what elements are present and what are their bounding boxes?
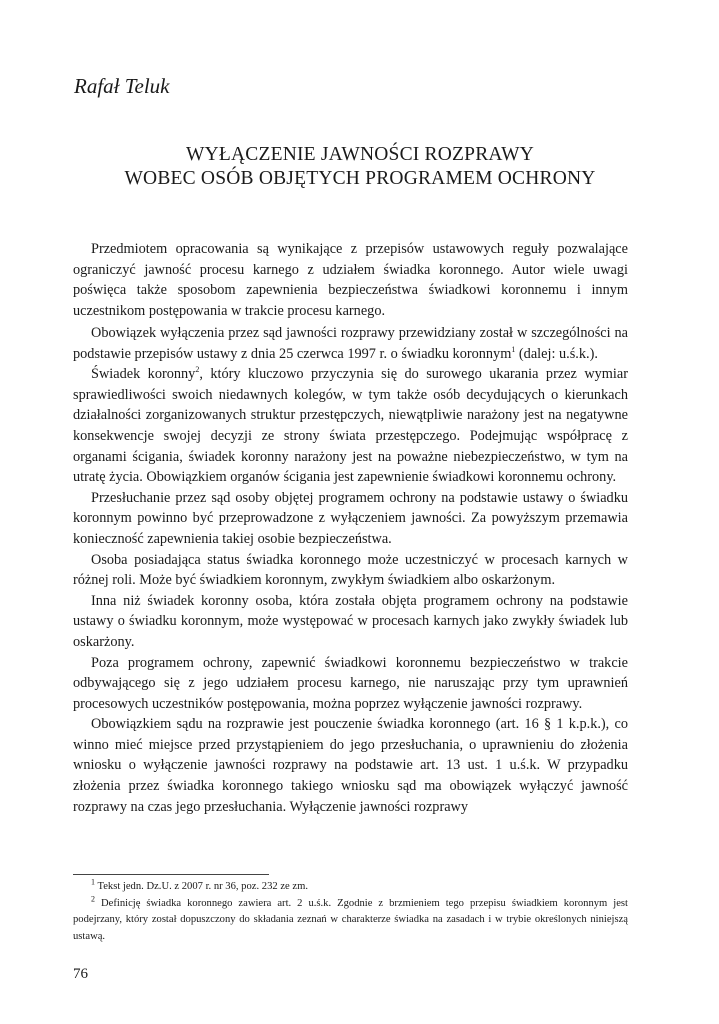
body-paragraph-5: Inna niż świadek koronny osoba, która została objęta programem ochrony na podstawie ustawy o świadku koronnym, może występować w procesach karnych jako zwykły świadek lub oskarżony. [73, 592, 628, 650]
paragraph-text: Świadek koronny [91, 366, 196, 383]
page-number: 76 [73, 966, 88, 982]
abstract-paragraph: Przedmiotem opracowania są wynikające z przepisów ustawowych reguły pozwalające ograniczyć jawność procesu karnego z udziałem świadka koronnego. Autor wiele uwagi poświęca także sposobom zapewnienia bezpieczeństwa świadkowi koronnemu i innym uczestnikom postępowania w trakcie procesu karnego. [73, 241, 628, 319]
body-text [73, 323, 628, 817]
body-paragraph-1 [73, 323, 628, 364]
body-paragraph-3: Przesłuchanie przez sąd osoby objętej programem ochrony na podstawie ustawy o świadku koronnym powinno być przeprowadzone z wyłączeniem jawności. Za powyższym przemawia konieczność zapewnienia takiej osobie bezpieczeństwa. [73, 489, 628, 547]
title-line-1: WYŁĄCZENIE JAWNOŚCI ROZPRAWY [185, 144, 535, 165]
author-name: Rafał Teluk [74, 74, 170, 98]
paragraph-text: (dalej: u.ś.k.). [515, 345, 598, 362]
paragraph-text: Obowiązek wyłączenia przez sąd jawności rozprawy przewidziany został w szczególności na podstawie przepisów ustawy z dnia 25 czerwca 1997 r. o świadku koronnym [73, 325, 628, 362]
footnote-ref-2: 2 [195, 365, 200, 375]
footnote-2 [73, 896, 628, 946]
footnote-1 [73, 879, 628, 896]
abstract [73, 239, 628, 321]
footnote-number: 2 [91, 894, 95, 904]
body-paragraph-2 [73, 364, 628, 488]
body-paragraph-6: Poza programem ochrony, zapewnić świadkowi koronnemu bezpieczeństwo w trakcie odbywającego się z jego udziałem procesu karnego, nie naruszając przy tym uprawnień procesowych uczestników postępowania, można poprzez wyłączenie jawności rozprawy. [73, 654, 628, 712]
footnote-number: 1 [91, 877, 95, 887]
body-paragraph-7: Obowiązkiem sądu na rozprawie jest pouczenie świadka koronnego (art. 16 § 1 k.p.k.), co winno mieć miejsce przed przystąpieniem do jego przesłuchania, o uprawnieniu do złożenia wniosku o wyłączenie jawności rozprawy na podstawie art. 13 ust. 1 u.ś.k. W przypadku złożenia przez świadka koronnego takiego wniosku sąd ma obowiązek wyłączyć jawność rozprawy na czas jego przesłuchania. Wyłączenie jawności rozprawy [73, 716, 628, 815]
title-line-2: WOBEC OSÓB OBJĘTYCH PROGRAMEM OCHRONY [124, 168, 596, 189]
article-title [60, 143, 660, 191]
footnote-ref-1: 1 [511, 344, 516, 354]
body-paragraph-4: Osoba posiadająca status świadka koronnego może uczestniczyć w procesach karnych w różnej roli. Może być świadkiem koronnym, zwykłym świadkiem albo oskarżonym. [73, 551, 628, 589]
footnote-divider [73, 874, 269, 875]
paragraph-text: , który kluczowo przyczynia się do surowego ukarania przez wymiar sprawiedliwości swoich niedawnych kolegów, w tym także osób decydujących o kierunkach działalności zorganizowanych struktur przestępczych, niewątpliwie narażony jest na negatywne konsekwencje swojej decyzji ze strony świata przestępczego. Podejmując współpracę z organami ścigania, świadek koronny narażony jest na poważne niebezpieczeństwo, w tym na utratę życia. Obowiązkiem organów ścigania jest zapewnienie świadkowi koronnemu ochrony. [73, 366, 628, 486]
footnote-text: Tekst jedn. Dz.U. z 2007 r. nr 36, poz. 232 ze zm. [97, 881, 308, 892]
footnotes [73, 879, 628, 945]
footnote-text: Definicję świadka koronnego zawiera art. 2 u.ś.k. Zgodnie z brzmieniem tego przepisu świadkiem koronnym jest podejrzany, który został dopuszczony do składania zeznań w charakterze świadka na zasadach i w trybie określonych niniejszą ustawą. [73, 897, 628, 942]
